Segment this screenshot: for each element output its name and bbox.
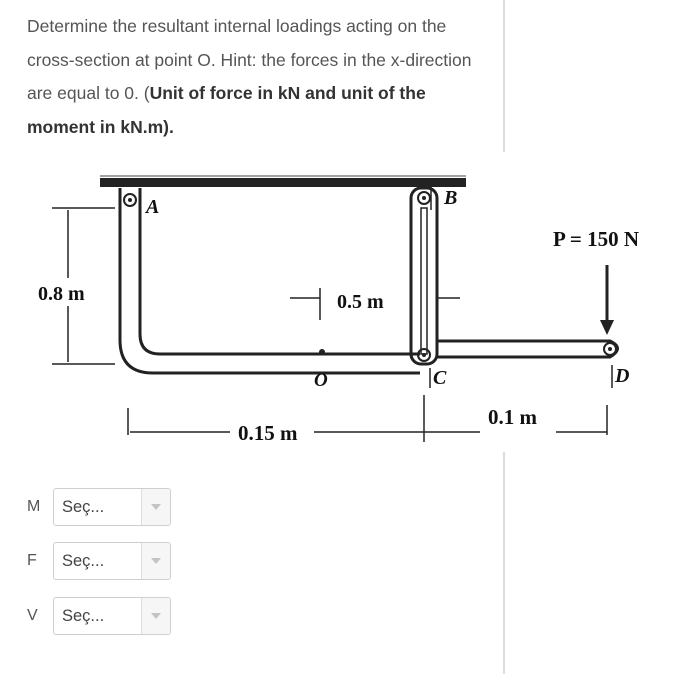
mechanics-figure [0,160,700,460]
dim-0-8: 0.8 m [38,283,85,305]
ceiling-support [100,178,466,187]
chevron-down-icon [141,598,170,634]
member-A-outer [120,188,420,373]
label-D: D [615,365,630,387]
label-C: C [433,367,447,389]
question-bold-units: Unit of force in kN and unit of the moment in kN.m). [27,83,426,137]
answer-select-V[interactable] [53,597,171,635]
question-part-1: Determine the resultant internal loadings acting on the cross-section at point O. Hint: the forces in the x-direction are equal to 0. ( [27,16,472,103]
dim-0-1: 0.1 m [488,405,537,429]
answer-row-F [27,541,171,581]
label-O: O [314,370,328,391]
label-A: A [146,196,160,218]
answer-label-F: F [27,552,37,569]
answer-row-V [27,596,171,636]
dim-0-5: 0.5 m [337,291,384,313]
dim-0-15: 0.15 m [238,421,298,445]
answer-select-F-value: Seç... [62,551,105,570]
member-A-inner [140,188,420,354]
chevron-down-icon [141,489,170,525]
label-P: P = 150 N [553,227,640,251]
answer-select-V-value: Seç... [62,606,105,625]
chevron-down-icon [141,543,170,579]
answer-label-M: M [27,498,41,515]
right-divider-bottom [503,452,505,674]
answer-select-M-value: Seç... [62,497,105,516]
right-divider-top [503,0,505,152]
answer-select-M[interactable] [53,488,171,526]
answer-select-F[interactable] [53,542,171,580]
answer-label-V: V [27,607,38,624]
bar-CD [437,341,618,357]
label-B: B [444,187,458,209]
answer-row-M [27,487,171,527]
question-text [27,10,497,144]
